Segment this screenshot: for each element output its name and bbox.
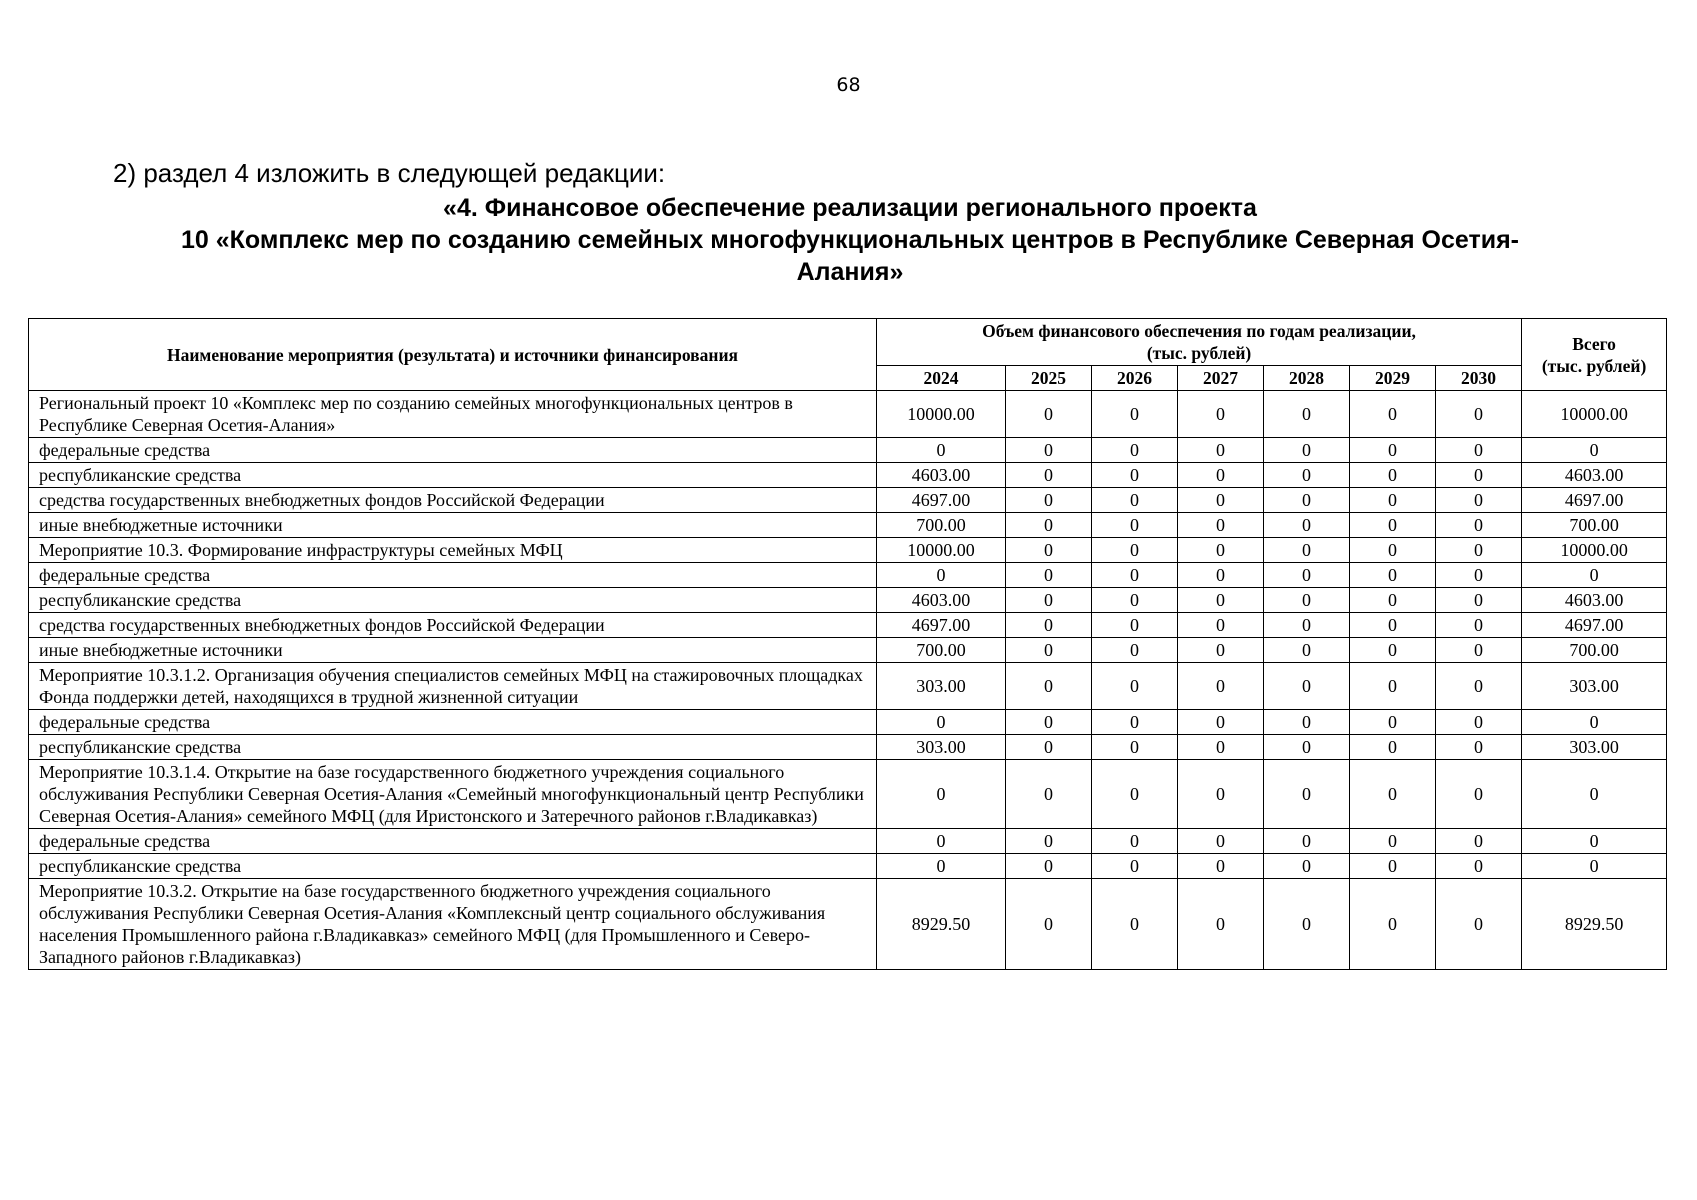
section-title-line-1: «4. Финансовое обеспечение реализации регионального проекта	[443, 194, 1257, 222]
table-row	[29, 563, 1667, 588]
header-total-line-1: Всего	[1572, 333, 1616, 354]
row-value: 0	[1178, 438, 1264, 463]
table-row	[29, 438, 1667, 463]
row-name: республиканские средства	[29, 735, 877, 760]
table-row	[29, 854, 1667, 879]
financing-table	[28, 318, 1667, 970]
row-value: 0	[1092, 638, 1178, 663]
row-value: 0	[1178, 488, 1264, 513]
row-value: 0	[1350, 879, 1436, 970]
row-total: 0	[1522, 438, 1667, 463]
row-value: 0	[1264, 613, 1350, 638]
row-value: 0	[1006, 538, 1092, 563]
row-total: 0	[1522, 829, 1667, 854]
row-value: 0	[1178, 854, 1264, 879]
row-value: 0	[1178, 563, 1264, 588]
row-value: 0	[1178, 588, 1264, 613]
row-value: 0	[1006, 563, 1092, 588]
header-year: 2024	[877, 366, 1006, 391]
table-body	[29, 391, 1667, 970]
header-total	[1522, 319, 1667, 391]
table-row	[29, 488, 1667, 513]
row-value: 0	[1264, 829, 1350, 854]
row-value: 0	[1436, 588, 1522, 613]
row-total: 4603.00	[1522, 588, 1667, 613]
row-value: 8929.50	[877, 879, 1006, 970]
row-total: 700.00	[1522, 513, 1667, 538]
table-row	[29, 538, 1667, 563]
table-header-row	[29, 319, 1667, 366]
row-value: 0	[1092, 391, 1178, 438]
row-name: республиканские средства	[29, 588, 877, 613]
row-value: 0	[1006, 463, 1092, 488]
row-value: 0	[1178, 513, 1264, 538]
row-name: Региональный проект 10 «Комплекс мер по созданию семейных многофункциональных центров в Республике Северная Осетия-Алания»	[29, 391, 877, 438]
row-name: иные внебюджетные источники	[29, 638, 877, 663]
row-value: 0	[1264, 391, 1350, 438]
row-value: 0	[1092, 438, 1178, 463]
row-value: 0	[877, 854, 1006, 879]
row-value: 0	[877, 710, 1006, 735]
row-total: 0	[1522, 760, 1667, 829]
row-value: 0	[1006, 710, 1092, 735]
row-value: 0	[1264, 879, 1350, 970]
table-row	[29, 463, 1667, 488]
row-value: 4603.00	[877, 463, 1006, 488]
row-value: 0	[1436, 563, 1522, 588]
header-volume	[877, 319, 1522, 366]
row-value: 0	[1006, 438, 1092, 463]
row-value: 0	[1264, 438, 1350, 463]
table-row	[29, 710, 1667, 735]
row-name: средства государственных внебюджетных фондов Российской Федерации	[29, 613, 877, 638]
row-value: 0	[1436, 613, 1522, 638]
row-total: 10000.00	[1522, 391, 1667, 438]
row-value: 0	[1436, 879, 1522, 970]
table-row	[29, 638, 1667, 663]
row-value: 0	[1436, 391, 1522, 438]
row-value: 0	[1264, 710, 1350, 735]
row-value: 0	[1178, 879, 1264, 970]
row-value: 0	[1436, 760, 1522, 829]
row-value: 0	[1350, 463, 1436, 488]
row-value: 0	[1264, 588, 1350, 613]
row-value: 0	[1350, 613, 1436, 638]
row-value: 0	[1178, 735, 1264, 760]
header-year: 2026	[1092, 366, 1178, 391]
row-value: 0	[1006, 613, 1092, 638]
row-value: 0	[1436, 663, 1522, 710]
row-value: 0	[1350, 563, 1436, 588]
row-value: 0	[1092, 735, 1178, 760]
row-name: Мероприятие 10.3. Формирование инфраструктуры семейных МФЦ	[29, 538, 877, 563]
row-value: 0	[1178, 613, 1264, 638]
row-total: 303.00	[1522, 663, 1667, 710]
row-value: 0	[1436, 538, 1522, 563]
row-value: 0	[1092, 513, 1178, 538]
row-value: 0	[1006, 488, 1092, 513]
section-title-line-2: 10 «Комплекс мер по созданию семейных многофункциональных центров в Республике Северная Осетия-	[181, 226, 1519, 254]
row-value: 0	[1264, 538, 1350, 563]
row-value: 0	[1178, 829, 1264, 854]
row-value: 0	[1350, 638, 1436, 663]
table-row	[29, 613, 1667, 638]
table-row	[29, 879, 1667, 970]
table-row	[29, 663, 1667, 710]
row-value: 0	[1436, 513, 1522, 538]
row-value: 0	[1350, 438, 1436, 463]
row-value: 0	[1178, 463, 1264, 488]
row-name: республиканские средства	[29, 854, 877, 879]
row-value: 0	[1264, 663, 1350, 710]
header-name: Наименование мероприятия (результата) и источники финансирования	[29, 319, 877, 391]
row-name: иные внебюджетные источники	[29, 513, 877, 538]
row-value: 0	[1350, 710, 1436, 735]
row-total: 8929.50	[1522, 879, 1667, 970]
row-value: 0	[1264, 563, 1350, 588]
row-value: 0	[1264, 513, 1350, 538]
header-year: 2029	[1350, 366, 1436, 391]
table-row	[29, 735, 1667, 760]
row-value: 0	[1436, 438, 1522, 463]
row-total: 0	[1522, 854, 1667, 879]
table-row	[29, 513, 1667, 538]
header-year: 2027	[1178, 366, 1264, 391]
row-total: 303.00	[1522, 735, 1667, 760]
row-value: 0	[1006, 513, 1092, 538]
row-value: 0	[1350, 391, 1436, 438]
table-row	[29, 391, 1667, 438]
row-total: 0	[1522, 563, 1667, 588]
row-value: 0	[1350, 829, 1436, 854]
page-number: 68	[836, 74, 861, 96]
row-value: 0	[1436, 854, 1522, 879]
header-year: 2030	[1436, 366, 1522, 391]
row-value: 0	[1092, 488, 1178, 513]
row-name: федеральные средства	[29, 829, 877, 854]
row-value: 0	[1264, 854, 1350, 879]
row-value: 303.00	[877, 735, 1006, 760]
row-value: 700.00	[877, 513, 1006, 538]
section-title-line-3: Алания»	[796, 258, 904, 286]
row-total: 4603.00	[1522, 463, 1667, 488]
row-value: 0	[1350, 488, 1436, 513]
row-value: 0	[877, 438, 1006, 463]
row-value: 0	[1178, 538, 1264, 563]
row-value: 0	[1350, 513, 1436, 538]
section-title	[120, 192, 1580, 288]
row-value: 0	[1178, 638, 1264, 663]
table-row	[29, 588, 1667, 613]
row-value: 0	[1092, 854, 1178, 879]
row-value: 4603.00	[877, 588, 1006, 613]
row-value: 0	[1264, 463, 1350, 488]
row-name: федеральные средства	[29, 710, 877, 735]
row-value: 0	[1178, 391, 1264, 438]
row-total: 10000.00	[1522, 538, 1667, 563]
header-total-line-2: (тыс. рублей)	[1541, 355, 1647, 376]
row-value: 0	[1092, 538, 1178, 563]
row-total: 4697.00	[1522, 613, 1667, 638]
row-value: 0	[1178, 760, 1264, 829]
row-value: 0	[877, 760, 1006, 829]
row-value: 0	[1350, 588, 1436, 613]
row-value: 0	[1264, 488, 1350, 513]
row-value: 700.00	[877, 638, 1006, 663]
row-value: 0	[1436, 463, 1522, 488]
row-value: 0	[1006, 760, 1092, 829]
row-value: 0	[1436, 488, 1522, 513]
row-value: 0	[1006, 391, 1092, 438]
row-total: 4697.00	[1522, 488, 1667, 513]
row-value: 0	[1092, 829, 1178, 854]
row-value: 0	[1264, 760, 1350, 829]
header-year: 2025	[1006, 366, 1092, 391]
header-volume-line-2: (тыс. рублей)	[1146, 343, 1252, 363]
intro-text: 2) раздел 4 изложить в следующей редакции:	[113, 158, 666, 188]
table-row	[29, 829, 1667, 854]
row-value: 0	[1006, 638, 1092, 663]
row-value: 0	[1092, 613, 1178, 638]
row-value: 0	[877, 563, 1006, 588]
row-value: 0	[1006, 663, 1092, 710]
row-value: 0	[1436, 735, 1522, 760]
row-value: 0	[1436, 638, 1522, 663]
row-value: 10000.00	[877, 538, 1006, 563]
row-value: 0	[1092, 463, 1178, 488]
row-value: 0	[1350, 854, 1436, 879]
row-name: Мероприятие 10.3.1.2. Организация обучения специалистов семейных МФЦ на стажировочных площадках Фонда поддержки детей, находящихся в трудной жизненной ситуации	[29, 663, 877, 710]
row-value: 0	[1350, 538, 1436, 563]
row-value: 0	[1092, 663, 1178, 710]
row-value: 0	[1436, 829, 1522, 854]
row-value: 4697.00	[877, 488, 1006, 513]
row-value: 10000.00	[877, 391, 1006, 438]
row-value: 0	[1006, 588, 1092, 613]
row-value: 0	[1350, 663, 1436, 710]
row-value: 303.00	[877, 663, 1006, 710]
row-value: 4697.00	[877, 613, 1006, 638]
row-name: федеральные средства	[29, 438, 877, 463]
table-row	[29, 760, 1667, 829]
row-value: 0	[1006, 879, 1092, 970]
row-value: 0	[1092, 710, 1178, 735]
row-value: 0	[1264, 638, 1350, 663]
row-value: 0	[1264, 735, 1350, 760]
header-volume-line-1: Объем финансового обеспечения по годам реализации,	[982, 321, 1416, 341]
row-value: 0	[1006, 735, 1092, 760]
row-value: 0	[1092, 588, 1178, 613]
row-value: 0	[1350, 760, 1436, 829]
row-value: 0	[1178, 663, 1264, 710]
row-value: 0	[1350, 735, 1436, 760]
row-name: Мероприятие 10.3.1.4. Открытие на базе государственного бюджетного учреждения социального обслуживания Республики Северная Осетия-Алания «Семейный многофункциональный центр Республики Северная Осетия-Алания» семейного МФЦ (для Иристонского и Затеречного районов г.Владикавказ)	[29, 760, 877, 829]
row-value: 0	[1006, 829, 1092, 854]
row-total: 700.00	[1522, 638, 1667, 663]
row-name: средства государственных внебюджетных фондов Российской Федерации	[29, 488, 877, 513]
row-name: Мероприятие 10.3.2. Открытие на базе государственного бюджетного учреждения социального обслуживания Республики Северная Осетия-Алания «Комплексный центр социального обслуживания населения Промышленного района г.Владикавказ» семейного МФЦ (для Промышленного и Северо-Западного районов г.Владикавказ)	[29, 879, 877, 970]
row-value: 0	[877, 829, 1006, 854]
row-value: 0	[1436, 710, 1522, 735]
row-name: федеральные средства	[29, 563, 877, 588]
row-value: 0	[1092, 879, 1178, 970]
row-name: республиканские средства	[29, 463, 877, 488]
row-value: 0	[1092, 563, 1178, 588]
row-value: 0	[1092, 760, 1178, 829]
row-value: 0	[1006, 854, 1092, 879]
row-value: 0	[1178, 710, 1264, 735]
header-year: 2028	[1264, 366, 1350, 391]
row-total: 0	[1522, 710, 1667, 735]
